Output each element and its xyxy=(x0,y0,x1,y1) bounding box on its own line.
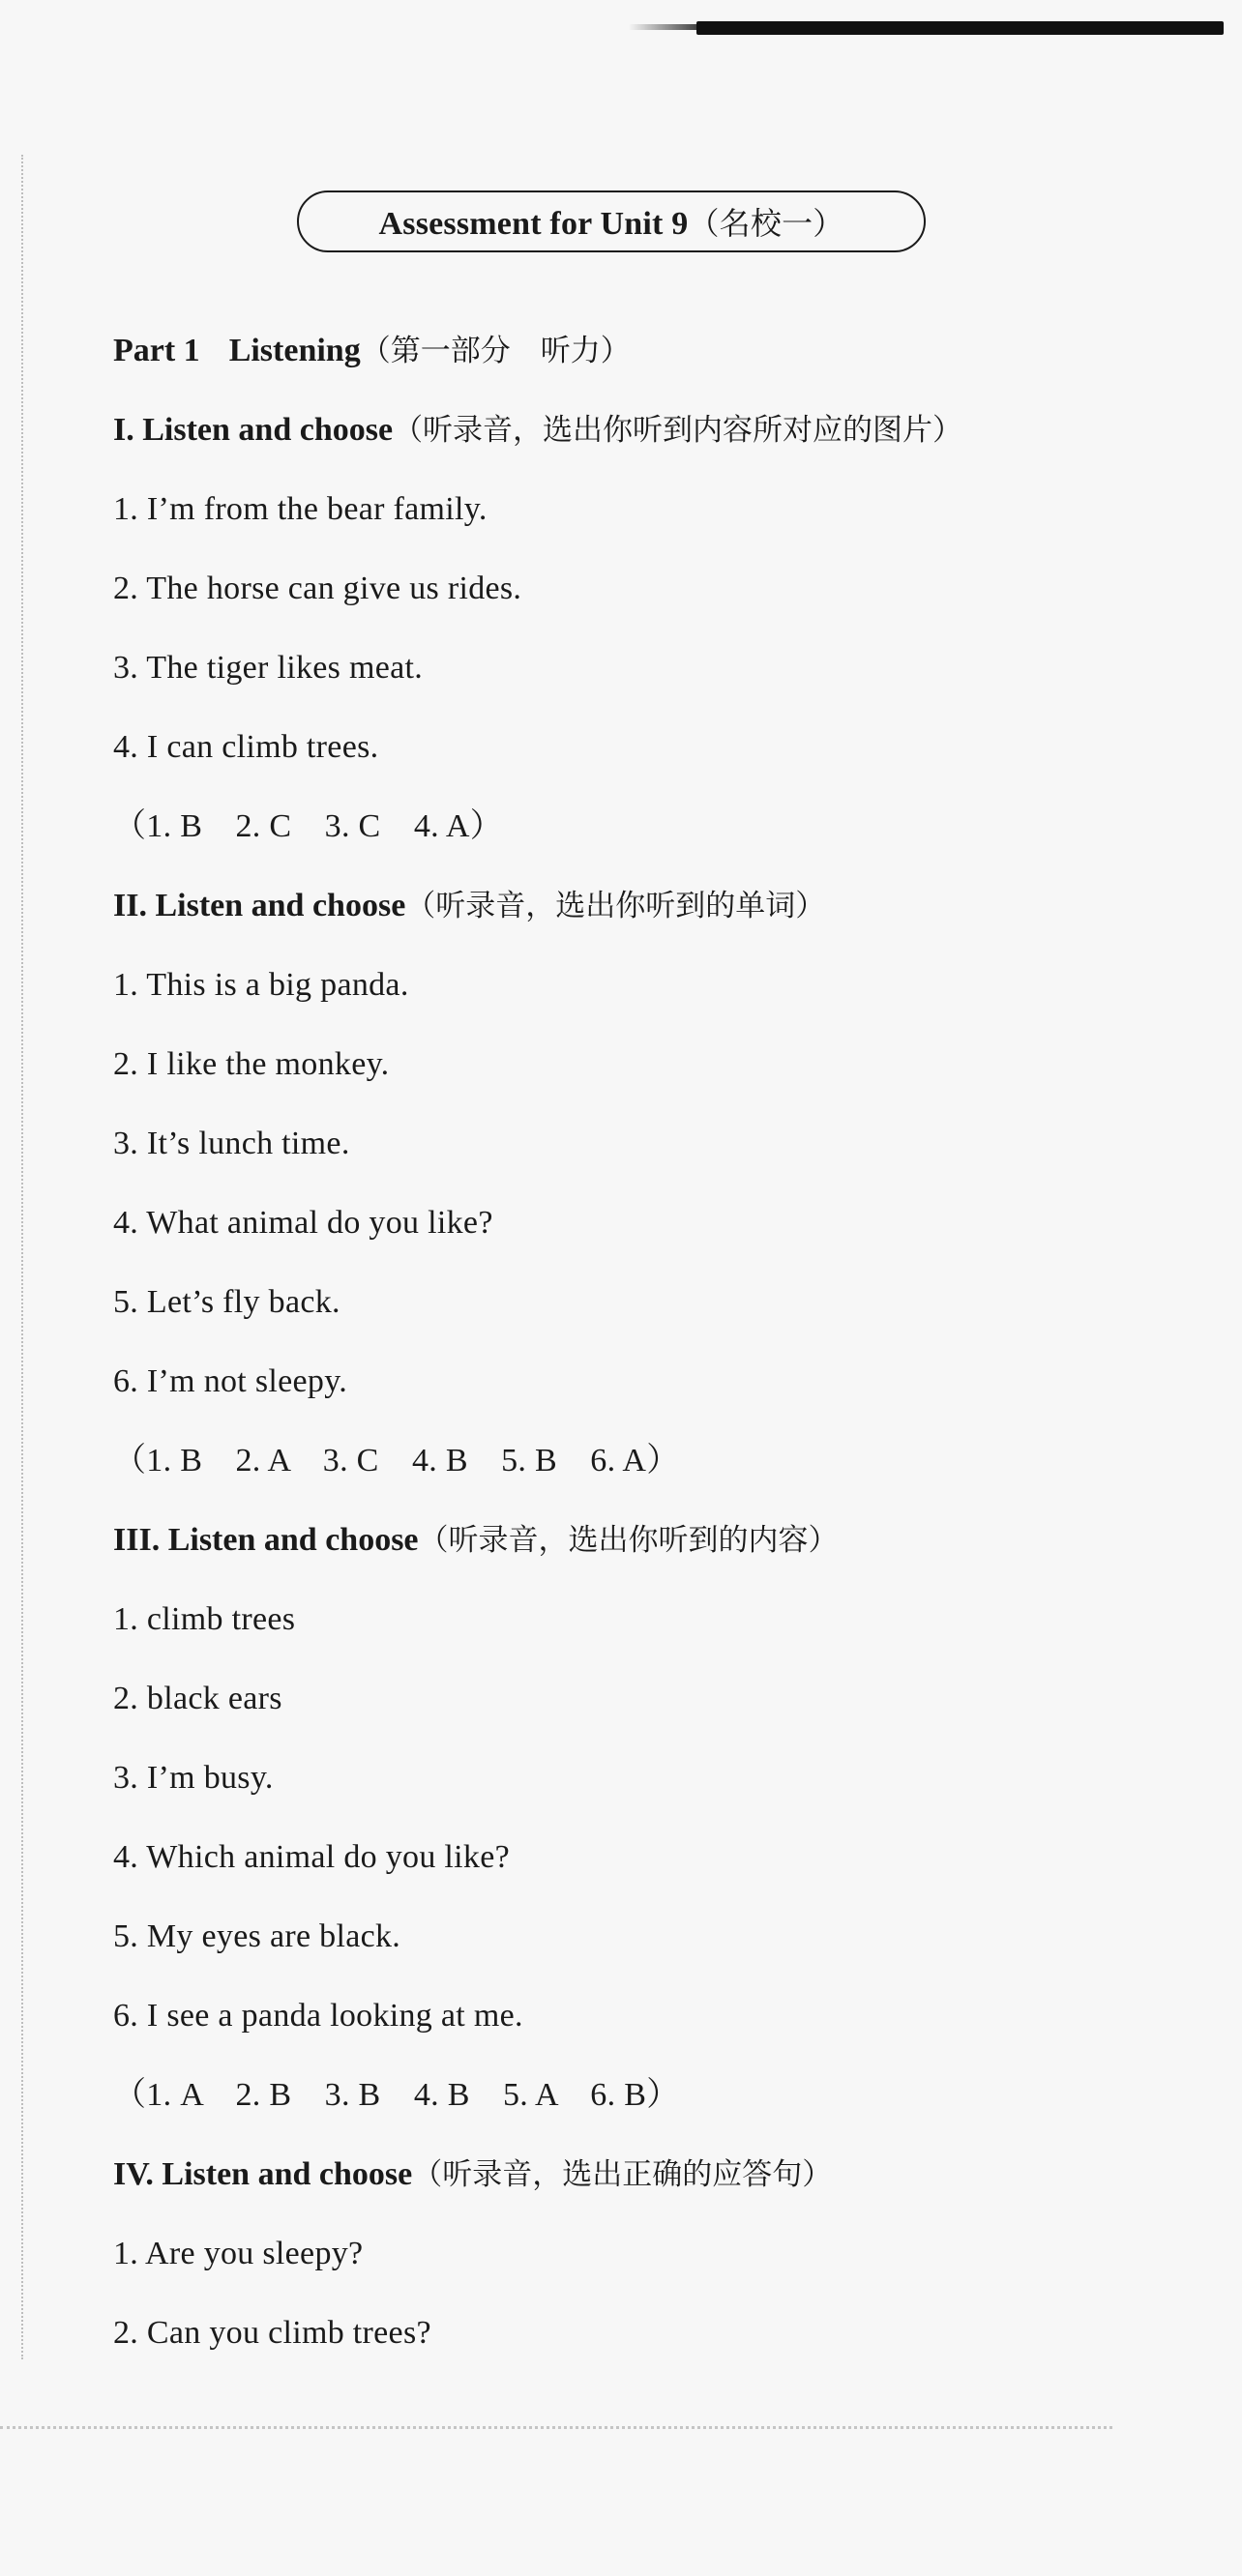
list-item: 6. I’m not sleepy. xyxy=(113,1363,348,1399)
list-item: 3. I’m busy. xyxy=(113,1760,274,1796)
section-heading xyxy=(113,403,1197,483)
list-item: 1. I’m from the bear family. xyxy=(113,491,488,527)
section-heading xyxy=(113,879,1197,958)
part-heading xyxy=(113,324,1197,403)
section-instruction: （听录音，选出你听到的内容） xyxy=(418,1523,839,1558)
page-title xyxy=(379,199,844,244)
section-instruction: （听录音，选出你听到内容所对应的图片） xyxy=(393,413,963,448)
document-body xyxy=(113,324,1197,2386)
title-en: Assessment for Unit 9 xyxy=(378,206,689,242)
section-title: I. Listen and choose xyxy=(113,412,394,448)
section-instruction: （听录音，选出正确的应答句） xyxy=(412,2157,833,2192)
list-item: 4. I can climb trees. xyxy=(113,729,379,765)
answer-key: （1. B 2. C 3. C 4. A） xyxy=(113,808,504,844)
part-label: Part 1 xyxy=(113,333,200,368)
section-heading xyxy=(113,2148,1197,2227)
section-title: II. Listen and choose xyxy=(113,888,406,923)
answer-key: （1. B 2. A 3. C 4. B 5. B 6. A） xyxy=(113,1443,680,1478)
title-box xyxy=(297,190,926,252)
list-item: 1. Are you sleepy? xyxy=(113,2236,364,2271)
page-edge-bar xyxy=(696,21,1224,35)
answer-key: （1. A 2. B 3. B 4. B 5. A 6. B） xyxy=(113,2077,680,2113)
section-instruction: （听录音，选出你听到的单词） xyxy=(405,889,826,923)
section-heading xyxy=(113,1513,1197,1593)
list-item: 4. Which animal do you like? xyxy=(113,1839,511,1875)
list-item: 2. black ears xyxy=(113,1681,282,1716)
section-title: IV. Listen and choose xyxy=(113,2156,413,2192)
part-cn: （第一部分 听力） xyxy=(360,334,631,368)
list-item: 6. I see a panda looking at me. xyxy=(113,1998,523,2034)
list-item: 1. climb trees xyxy=(113,1601,296,1637)
part-name: Listening xyxy=(228,333,361,368)
list-item: 2. Can you climb trees? xyxy=(113,2315,431,2351)
section-title: III. Listen and choose xyxy=(113,1522,419,1558)
title-cn: （名校一） xyxy=(688,205,844,242)
list-item: 4. What animal do you like? xyxy=(113,1205,493,1241)
list-item: 1. This is a big panda. xyxy=(113,967,409,1003)
bottom-divider xyxy=(0,2426,1112,2429)
list-item: 5. Let’s fly back. xyxy=(113,1284,340,1320)
left-margin-line xyxy=(21,155,23,2359)
list-item: 3. It’s lunch time. xyxy=(113,1126,350,1161)
list-item: 2. I like the monkey. xyxy=(113,1046,390,1082)
list-item: 2. The horse can give us rides. xyxy=(113,571,522,606)
list-item: 5. My eyes are black. xyxy=(113,1918,401,1954)
list-item: 3. The tiger likes meat. xyxy=(113,650,424,686)
